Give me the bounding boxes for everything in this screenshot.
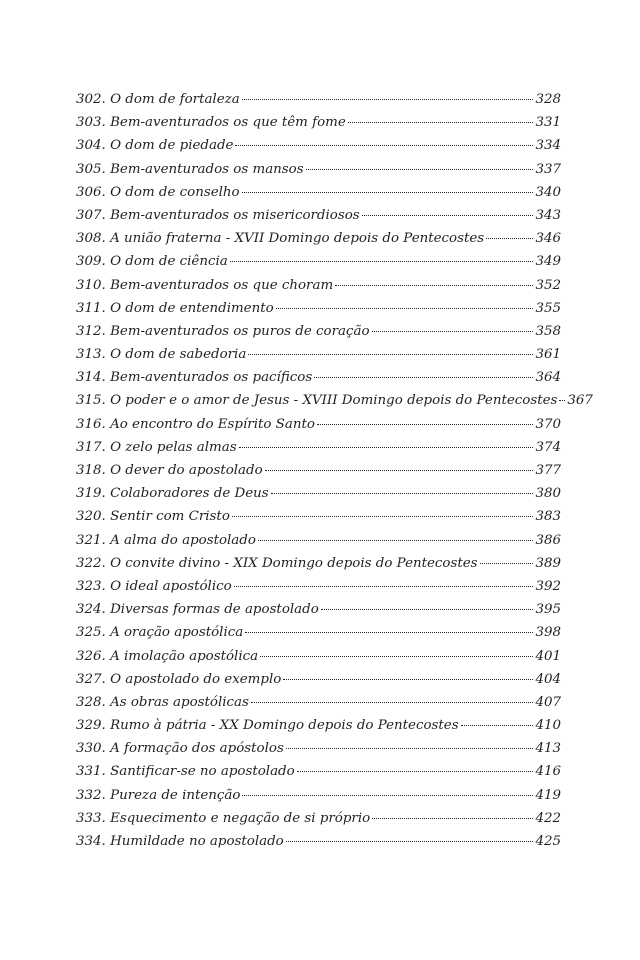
toc-entry-title: 327. O apostolado do exemplo [76, 671, 282, 687]
toc-entry-title: 325. A oração apostólica [76, 625, 244, 641]
toc-entry-title: 302. O dom de fortaleza [76, 92, 240, 107]
toc-entry-title: 320. Sentir com Cristo [76, 509, 230, 525]
dot-leader [306, 169, 534, 170]
toc-entry-page-number: 364 [535, 370, 561, 386]
toc-entry-title: 318. O dever do apostolado [76, 463, 263, 478]
dot-leader [297, 771, 534, 772]
toc-entry [76, 598, 561, 621]
dot-leader [232, 516, 534, 517]
toc-entry-title: 326. A imolação apostólica [76, 648, 259, 664]
dot-leader [348, 122, 534, 123]
dot-leader [286, 748, 534, 749]
toc-entry-page-number: 410 [535, 718, 561, 734]
toc-entry-title: 311. O dom de entendimento [76, 300, 274, 316]
dot-leader [242, 795, 533, 796]
toc-entry-title: 329. Rumo à pátria - XX Domingo depois do Pentecostes [76, 718, 459, 734]
toc-entry-page-number: 340 [535, 184, 561, 200]
toc-entry-page-number: 389 [535, 555, 561, 571]
dot-leader [317, 424, 534, 425]
toc-entry-page-number: 380 [535, 486, 561, 502]
toc-entry-page-number: 355 [535, 300, 561, 316]
toc-entry-page-number: 346 [535, 231, 561, 247]
dot-leader [239, 447, 534, 448]
toc-entry-title: 330. A formação dos apóstolos [76, 741, 284, 757]
toc-entry-title: 309. O dom de ciência [76, 254, 228, 270]
toc-entry-title: 312. Bem-aventurados os puros de coração [76, 323, 370, 339]
toc-entry-page-number: 370 [535, 416, 561, 432]
toc-entry-page-number: 358 [535, 323, 561, 339]
toc-entry-title: 307. Bem-aventurados os misericordiosos [76, 207, 360, 223]
toc-entry [76, 227, 561, 250]
toc-entry [76, 807, 561, 830]
toc-entry [76, 691, 561, 714]
toc-entry-page-number: 425 [535, 834, 561, 849]
toc-entry [76, 250, 561, 273]
toc-entry [76, 204, 561, 227]
toc-entry-title: 321. A alma do apostolado [76, 532, 256, 548]
toc-entry-page-number: 349 [535, 254, 561, 270]
toc-entry-title: 331. Santificar-se no apostolado [76, 764, 295, 780]
toc-entry-title: 322. O convite divino - XIX Domingo depois do Pentecostes [76, 555, 478, 571]
dot-leader [276, 308, 534, 309]
dot-leader [372, 331, 534, 332]
toc-entry-page-number: 404 [535, 671, 561, 687]
toc-entry [76, 575, 561, 598]
toc-entry-title: 324. Diversas formas de apostolado [76, 602, 319, 618]
dot-leader [461, 725, 534, 726]
dot-leader [283, 679, 533, 680]
toc-entry-page-number: 416 [535, 764, 561, 780]
toc-entry-title: 328. As obras apostólicas [76, 694, 249, 710]
dot-leader [251, 702, 534, 703]
toc-entry [76, 737, 561, 760]
toc-entry-title: 313. O dom de sabedoria [76, 347, 247, 363]
toc-entry-title: 315. O poder e o amor de Jesus - XVIII Domingo depois do Pentecostes [76, 393, 558, 409]
toc-entry [76, 482, 561, 505]
dot-leader [234, 586, 534, 587]
toc-entry [76, 88, 561, 111]
toc-entry-title: 306. O dom de conselho [76, 184, 240, 200]
toc-entry [76, 668, 561, 691]
dot-leader [245, 632, 533, 633]
dot-leader [242, 192, 534, 193]
toc-entry [76, 389, 593, 412]
toc-entry [76, 529, 561, 552]
toc-entry-title: 323. O ideal apostólico [76, 578, 232, 594]
toc-entry [76, 413, 561, 436]
dot-leader [335, 285, 533, 286]
toc-entry-title: 317. O zelo pelas almas [76, 439, 237, 455]
toc-entry-title: 303. Bem-aventurados os que têm fome [76, 115, 346, 131]
dot-leader [271, 493, 534, 494]
toc-entry [76, 158, 561, 181]
dot-leader [242, 99, 534, 100]
dot-leader [372, 818, 533, 819]
dot-leader [321, 609, 534, 610]
toc-entry-title: 334. Humildade no apostolado [76, 834, 284, 849]
dot-leader [230, 261, 534, 262]
toc-entry-title: 319. Colaboradores de Deus [76, 486, 269, 502]
toc-entry [76, 343, 561, 366]
toc-entry [76, 297, 561, 320]
toc-entry [76, 760, 561, 783]
toc-entry [76, 784, 561, 807]
toc-entry [76, 645, 561, 668]
dot-leader [480, 563, 534, 564]
toc-entry-title: 314. Bem-aventurados os pacíficos [76, 370, 313, 386]
toc-entry-title: 304. O dom de piedade [76, 138, 234, 154]
toc-entry-title: 333. Esquecimento e negação de si próprio [76, 810, 371, 826]
dot-leader [265, 470, 534, 471]
dot-leader [260, 656, 533, 657]
toc-entry [76, 621, 561, 644]
toc-entry [76, 459, 561, 482]
toc-entry-page-number: 422 [535, 810, 561, 826]
dot-leader [235, 145, 533, 146]
toc-entry-page-number: 328 [535, 92, 561, 107]
toc-entry [76, 830, 561, 853]
toc-entry-page-number: 392 [535, 578, 561, 594]
toc-entry-page-number: 419 [535, 787, 561, 803]
toc-entry-title: 316. Ao encontro do Espírito Santo [76, 416, 315, 432]
toc-entry [76, 274, 561, 297]
toc-entry-page-number: 407 [535, 694, 561, 710]
toc-entry-title: 305. Bem-aventurados os mansos [76, 161, 304, 177]
toc-entry-title: 332. Pureza de intenção [76, 787, 241, 803]
toc-entry-title: 308. A união fraterna - XVII Domingo depois do Pentecostes [76, 231, 485, 247]
toc-entry-page-number: 374 [535, 439, 561, 455]
toc-entry-page-number: 337 [535, 161, 561, 177]
toc-entry [76, 181, 561, 204]
toc-entry [76, 552, 561, 575]
toc-entry-page-number: 395 [535, 602, 561, 618]
toc-entry-page-number: 386 [535, 532, 561, 548]
toc-entry-page-number: 331 [535, 115, 561, 131]
toc-entry-page-number: 383 [535, 509, 561, 525]
dot-leader [559, 400, 565, 401]
toc-entry [76, 134, 561, 157]
toc-entry [76, 111, 561, 134]
toc-entry-title: 310. Bem-aventurados os que choram [76, 277, 334, 293]
dot-leader [258, 540, 534, 541]
toc-entry-page-number: 352 [535, 277, 561, 293]
toc-entry [76, 320, 561, 343]
table-of-contents [76, 88, 593, 853]
dot-leader [286, 841, 534, 842]
toc-entry-page-number: 413 [535, 741, 561, 757]
toc-entry-page-number: 343 [535, 207, 561, 223]
toc-entry [76, 436, 561, 459]
dot-leader [486, 238, 533, 239]
toc-entry-page-number: 377 [535, 463, 561, 478]
dot-leader [314, 377, 533, 378]
toc-entry-page-number: 398 [535, 625, 561, 641]
toc-entry-page-number: 334 [535, 138, 561, 154]
toc-entry [76, 714, 561, 737]
toc-entry-page-number: 367 [567, 393, 593, 409]
dot-leader [248, 354, 533, 355]
toc-entry [76, 505, 561, 528]
toc-entry-page-number: 361 [535, 347, 561, 363]
toc-entry-page-number: 401 [535, 648, 561, 664]
toc-entry [76, 366, 561, 389]
dot-leader [362, 215, 534, 216]
